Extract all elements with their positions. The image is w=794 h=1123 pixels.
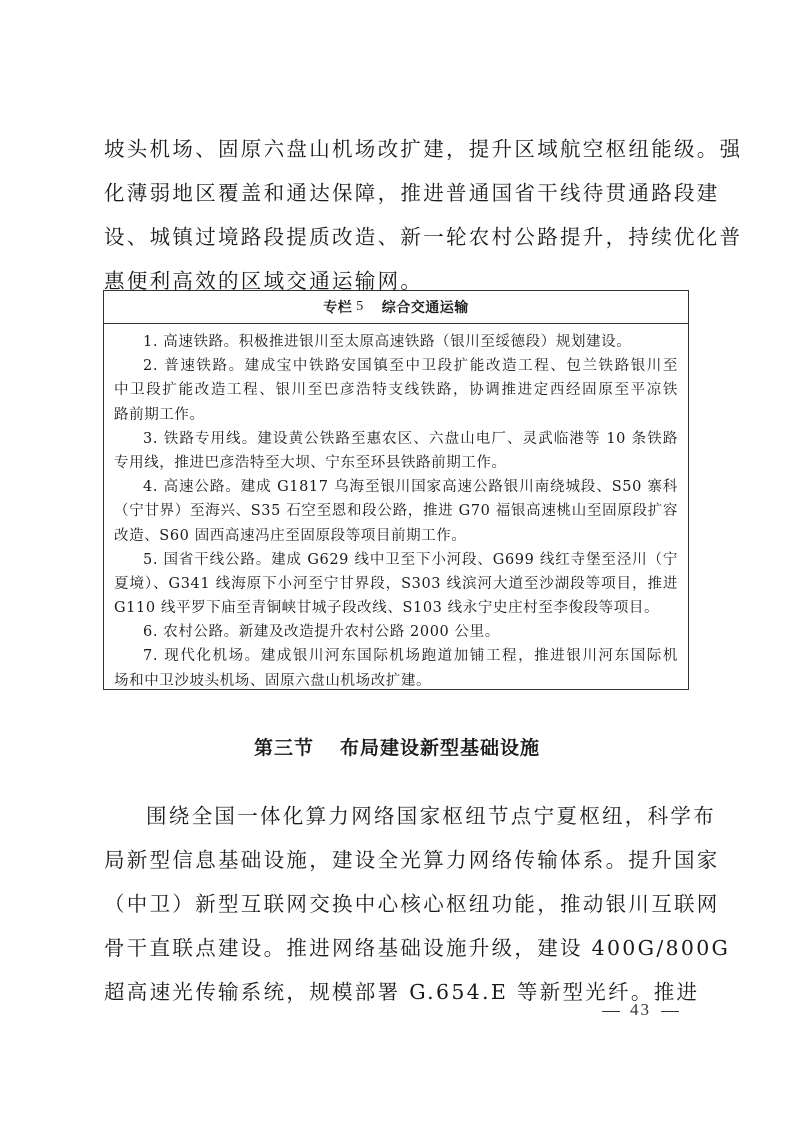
paragraph-line: 惠便利高效的区域交通运输网。 — [104, 269, 424, 293]
paragraph-line: 坡头机场、固原六盘山机场改扩建，提升区域航空枢纽能级。强 — [104, 137, 743, 161]
paragraph-line: 局新型信息基础设施，建设全光算力网络传输体系。提升国家 — [104, 848, 720, 872]
column-box-item-line: 专用线，推进巴彦浩特至大坝、宁东至环县铁路前期工作。 — [114, 454, 507, 471]
column-box-title: 综合交通运输 — [381, 300, 469, 316]
column-box-body — [104, 324, 688, 693]
column-box-item — [114, 427, 678, 475]
column-box-label: 专栏 — [323, 300, 353, 316]
column-box — [103, 290, 689, 690]
column-box-item-line: 6. 农村公路。新建及改造提升农村公路 2000 公里。 — [143, 624, 500, 641]
page-number — [592, 1000, 689, 1020]
column-box-item-line: 4. 高速公路。建成 G1817 乌海至银川国家高速公路银川南绕城段、S50 寨科 — [143, 479, 678, 496]
column-box-item-line: 路前期工作。 — [114, 406, 205, 423]
intro-paragraph — [104, 127, 743, 303]
column-box-item — [114, 330, 678, 354]
paragraph-line: 设、城镇过境路段提质改造、新一轮农村公路提升，持续优化普 — [104, 225, 743, 249]
column-box-item — [114, 620, 678, 644]
paragraph-line: 超高速光传输系统，规模部署 G.654.E 等新型光纤。推进 — [104, 980, 700, 1004]
column-box-item-line: 中卫段扩能改造工程、银川至巴彦浩特支线铁路，协调推进定西经固原至平凉铁 — [114, 382, 678, 399]
column-box-item — [114, 644, 678, 692]
column-box-item-line: 1. 高速铁路。积极推进银川至太原高速铁路（银川至绥德段）规划建设。 — [143, 334, 632, 350]
paragraph-line: 围绕全国一体化算力网络国家枢纽节点宁夏枢纽，科学布 — [146, 804, 716, 828]
column-box-item-line: 场和中卫沙坡头机场、固原六盘山机场改扩建。 — [114, 672, 432, 689]
page-number-value: 43 — [630, 1000, 651, 1019]
column-box-item-line: 2. 普速铁路。建成宝中铁路安国镇至中卫段扩能改造工程、包兰铁路银川至 — [143, 358, 678, 375]
column-box-item-line: （宁甘界）至海兴、S35 石空至恩和段公路，推进 G70 福银高速桃山至固原段扩容 — [114, 503, 678, 520]
column-box-item-line: 3. 铁路专用线。建设黄公铁路至惠农区、六盘山电厂、灵武临港等 10 条铁路 — [143, 430, 678, 447]
section-heading — [0, 733, 794, 760]
body-paragraph — [104, 794, 731, 1014]
section-number: 第三节 — [253, 737, 314, 759]
column-box-item — [114, 475, 678, 548]
column-box-item-line: 夏境）、G341 线海原下小河至宁甘界段，S303 线滨河大道至沙湖段等项目，推进 — [114, 575, 678, 592]
dash-right — [661, 1011, 679, 1012]
paragraph-line: 骨干直联点建设。推进网络基础设施升级，建设 400G/800G — [104, 936, 731, 960]
column-box-header — [104, 291, 688, 324]
column-box-item-line: 5. 国省干线公路。建成 G629 线中卫至下小河段、G699 线红寺堡至泾川（宁 — [143, 551, 678, 568]
column-box-item-line: G110 线平罗下庙至青铜峡甘城子段改线、S103 线永宁史庄村至李俊段等项目。 — [114, 600, 660, 617]
column-box-item-line: 改造、S60 固西高速冯庄至固原段等项目前期工作。 — [114, 527, 467, 544]
dash-left — [602, 1011, 620, 1012]
column-box-item — [114, 354, 678, 427]
column-box-item — [114, 548, 678, 621]
column-box-number: 5 — [356, 299, 364, 314]
paragraph-line: 化薄弱地区覆盖和通达保障，推进普通国省干线待贯通路段建 — [104, 181, 720, 205]
column-box-item-line: 7. 现代化机场。建成银川河东国际机场跑道加铺工程，推进银川河东国际机 — [143, 648, 678, 665]
paragraph-line: （中卫）新型互联网交换中心核心枢纽功能，推动银川互联网 — [104, 892, 720, 916]
section-title: 布局建设新型基础设施 — [340, 737, 541, 759]
